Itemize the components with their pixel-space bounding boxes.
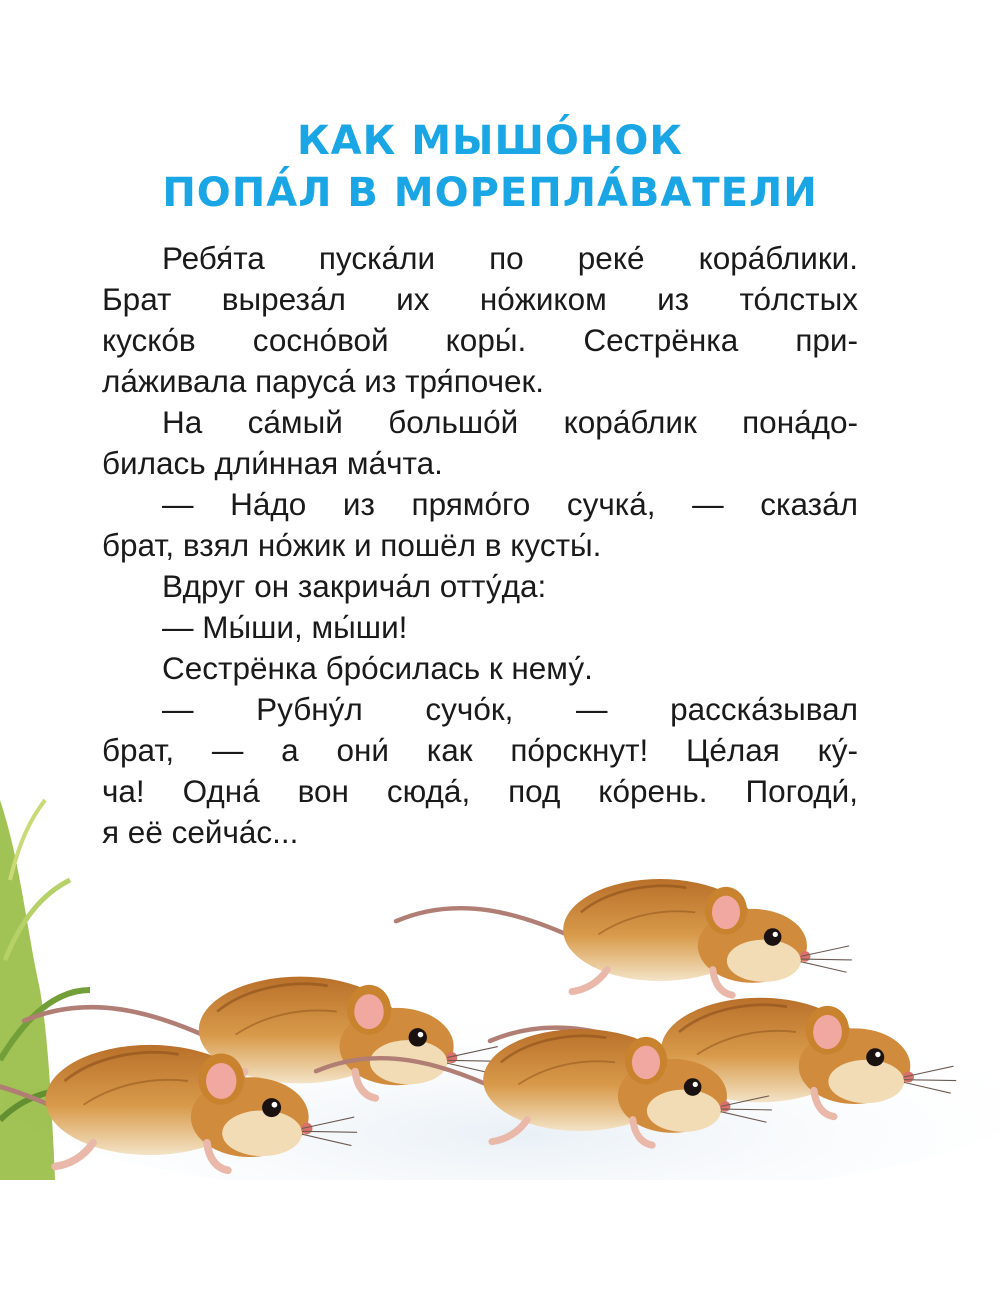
mice-illustration [0,760,1000,1180]
story-line: ча! Одна́ вон сюда́, под ко́рень. Погоди́, [102,773,858,809]
story-line: я её сейча́с... [102,814,299,850]
story-line: На са́мый большо́й кора́блик пона́до- [162,404,858,440]
story-line: Сестрёнка бро́силась к нему́. [162,650,593,686]
story-line: билась дли́нная ма́чта. [102,445,443,481]
story-line: — На́до из прямо́го сучка́, — сказа́л [162,486,858,522]
story-title-line-1: КАК МЫШО́НОК [296,118,684,164]
story-line: Ребя́та пуска́ли по реке́ кора́блики. [162,240,858,276]
story-line: Брат выреза́л их но́жиком из то́лстых [102,281,858,317]
story-line: — Мы́ши, мы́ши! [162,609,408,645]
story-line: брат, — а они́ как по́рскнут! Це́лая ку́- [102,732,858,768]
story-line: Вдруг он закрича́л отту́да: [162,568,547,604]
story-line: — Рубну́л сучо́к, — расска́зывал [162,691,858,727]
story-line: ла́живала паруса́ из тря́почек. [102,363,545,399]
story-line: брат, взял но́жик и пошёл в кусты́. [102,527,602,563]
story-line: куско́в сосно́вой коры́. Сестрёнка при- [102,322,858,358]
story-title-line-2: ПОПА́Л В МОРЕПЛА́ВАТЕЛИ [162,170,818,216]
